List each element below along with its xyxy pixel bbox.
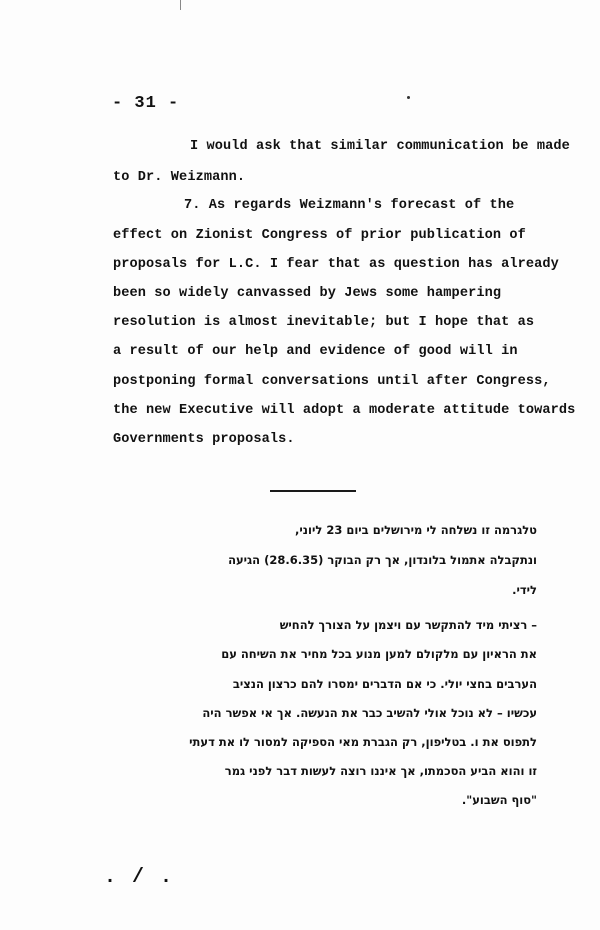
hebrew-line-2: ונתקבלה אתמול בלונדון, אך רק הבוקר (28.6.35) הגיעה [228,553,537,567]
hebrew-line-3: לידי. [512,583,537,597]
ink-speck [407,96,410,99]
hebrew-line-10: "סוף השבוע". [461,793,537,807]
english-line-7: resolution is almost inevitable; but I hope that as [113,315,535,330]
continuation-mark: . / . [104,866,175,889]
english-line-2: to Dr. Weizmann. [113,170,246,185]
section-separator [270,490,356,492]
margin-tick [180,0,181,10]
hebrew-line-1: טלגרמה זו נשלחה לי מירושלים ביום 23 ליוני, [295,523,537,537]
english-line-4: effect on Zionist Congress of prior publication of [113,228,526,243]
english-line-6: been so widely canvassed by Jews some hampering [113,286,502,301]
hebrew-line-8: לתפוס את ו. בטליפון, רק הגברת מאי הספיקה למסור לו את דעתי [189,735,537,749]
english-line-11: Governments proposals. [113,432,295,447]
page-number: - 31 - [112,94,180,113]
hebrew-line-5: את הראיון עם מלקולם למען מנוע בכל מחיר את השיחה עם [221,647,537,661]
hebrew-line-6: הערבים בחצי יולי. כי אם הדברים ימסרו להם כרצון הנציב [232,677,537,691]
hebrew-line-9: זו והוא הביע הסכמתו, אך איננו רוצה לעשות דבר לפני גמר [224,764,537,778]
hebrew-line-4: – רציתי מיד להתקשר עם ויצמן על הצורך להחיש [279,618,537,632]
english-line-8: a result of our help and evidence of good will in [113,344,518,359]
english-line-3: 7. As regards Weizmann's forecast of the [184,198,515,213]
english-line-9: postponing formal conversations until after Congress, [113,374,551,389]
hebrew-line-7: עכשיו – לא נוכל אולי להשיב כבר את הנעשה. אך אי אפשר היה [202,706,537,720]
english-line-5: proposals for L.C. I fear that as question has already [113,257,559,272]
english-line-1: I would ask that similar communication be made [190,139,570,154]
english-line-10: the new Executive will adopt a moderate attitude towards [113,403,576,418]
